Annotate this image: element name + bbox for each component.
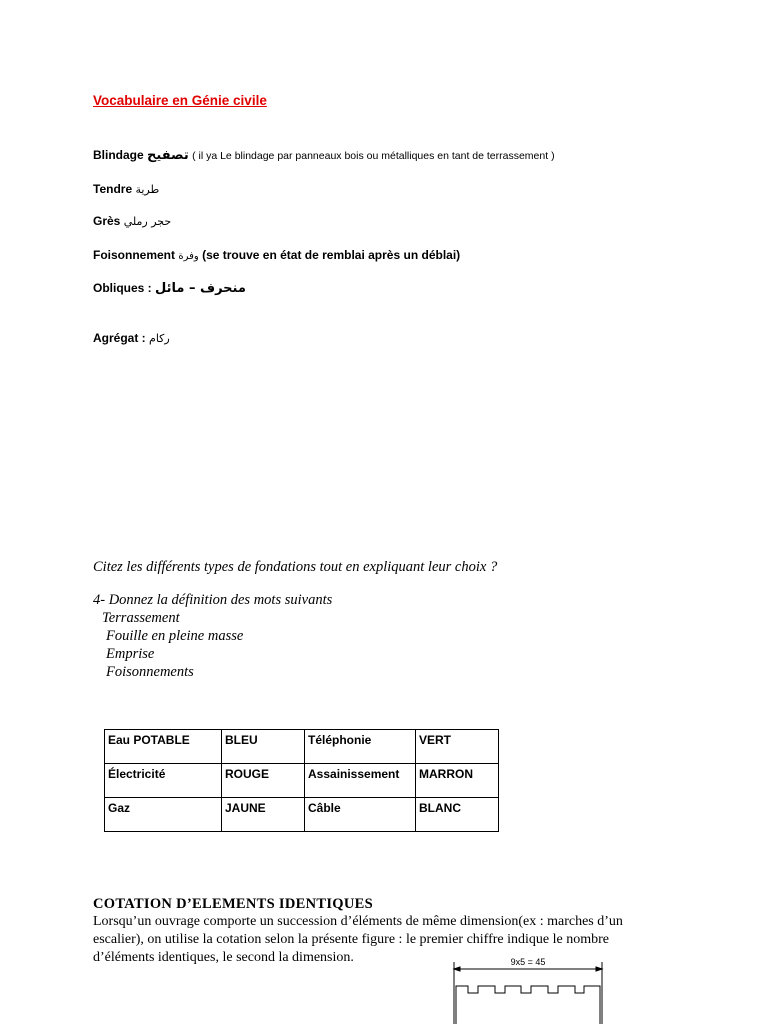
section-title: COTATION D’ELEMENTS IDENTIQUES [93,896,373,912]
vocab-note: ( il ya Le blindage par panneaux bois ou métalliques en tant de terrassement ) [192,150,555,162]
table-cell: JAUNE [222,798,305,832]
q4-item: Foisonnements [106,664,194,680]
vocab-arabic: حجر رملي [123,215,172,228]
vocab-arabic: ركام [149,332,170,345]
table-cell: BLANC [416,798,499,832]
stair-profile [456,985,476,1024]
network-color-table [104,729,499,832]
table-cell: MARRON [416,764,499,798]
vocab-term: Blindage [93,148,144,162]
vocab-tendre [93,180,159,199]
question-fondations: Citez les différents types de fondations tout en expliquant leur choix ? [93,559,498,575]
section-paragraph: Lorsqu’un ouvrage comporte un succession d’éléments de même dimension(ex : marches d’un escalier), on utilise la cotation selon la présente figure : le premier chiffre indique le nombre d’éléments identiques, le second la dimension. [93,914,623,965]
table-cell: ROUGE [222,764,305,798]
vocab-term: Grès [93,214,121,228]
table-cell: Téléphonie [305,730,416,764]
page-title: Vocabulaire en Génie civile [93,93,267,108]
vocab-arabic: تصفيح [147,148,189,163]
table-cell: Gaz [105,798,222,832]
vocab-blindage [93,146,555,165]
q4-item: Terrassement [102,610,180,626]
q4-heading: 4- Donnez la définition des mots suivants [93,592,333,608]
table-row [105,764,499,798]
vocab-term: Agrégat : [93,331,146,345]
table-row [105,798,499,832]
arrowhead [596,967,602,971]
dimension-label: 9x5 = 45 [510,957,546,967]
vocab-term: Foisonnement [93,248,176,262]
table-cell: BLEU [222,730,305,764]
vocab-term: Obliques : [93,281,152,295]
vocab-agregat [93,329,170,348]
stair-profile [456,986,600,1024]
vocab-arabic: وفرة [178,251,199,262]
vocab-note: (se trouve en état de remblai après un déblai) [202,248,461,262]
vocab-arabic: طرية [135,183,160,196]
vocab-gres [93,212,171,231]
vocab-obliques [93,279,246,298]
table-cell: Eau POTABLE [105,730,222,764]
vocab-foisonnement [93,246,460,266]
vocab-term: Tendre [93,182,133,196]
stair-dimension-figure [440,953,620,1024]
table-row [105,730,499,764]
table-cell: Assainissement [305,764,416,798]
table-cell: Câble [305,798,416,832]
q4-item: Fouille en pleine masse [106,628,244,644]
arrowhead [454,967,460,971]
table-cell: Électricité [105,764,222,798]
q4-item: Emprise [106,646,155,662]
table-cell: VERT [416,730,499,764]
vocab-arabic: منحرف – مائل [155,281,246,296]
